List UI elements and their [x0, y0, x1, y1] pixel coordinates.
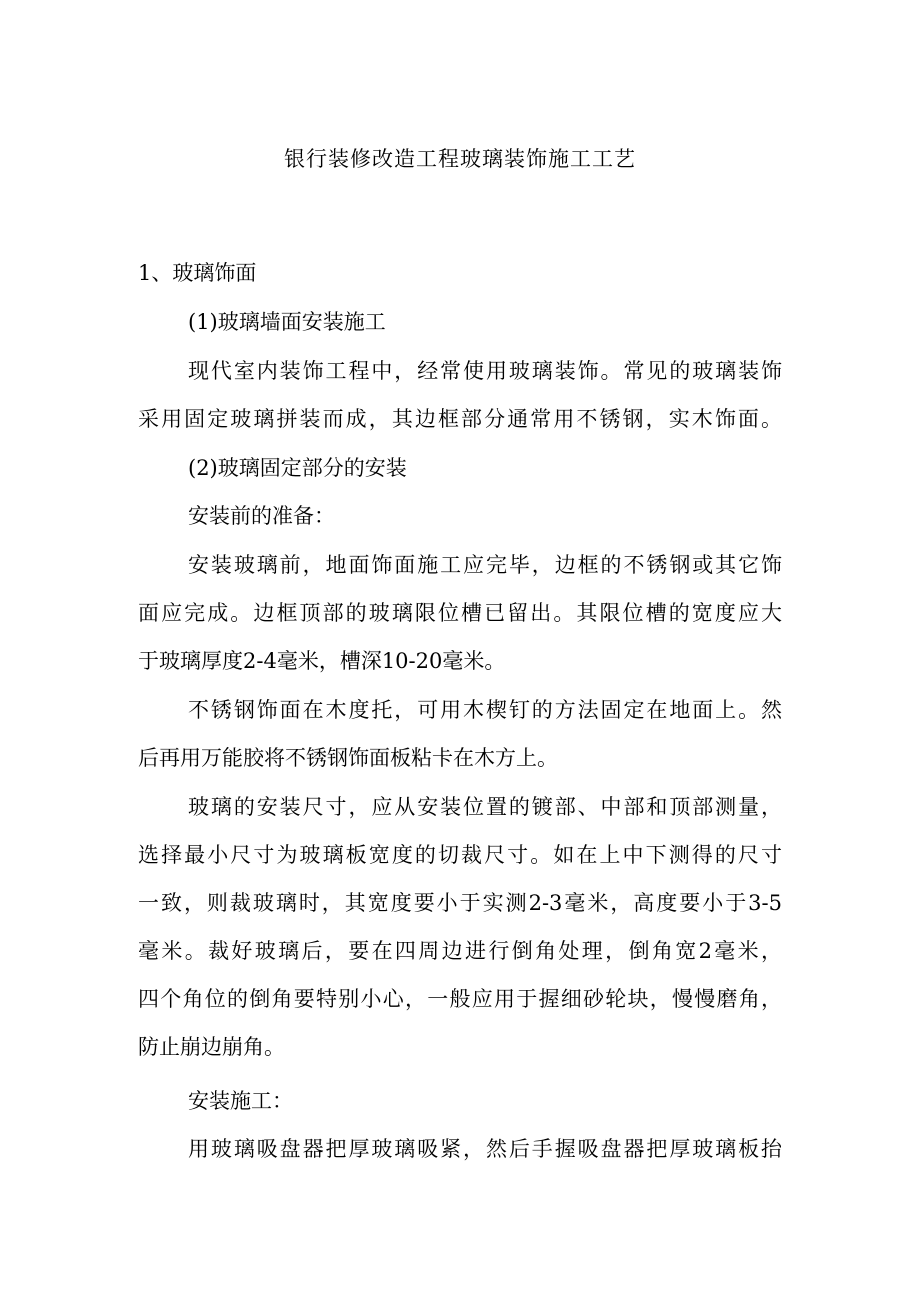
paragraph-line: 安装玻璃前，地面饰面施工应完毕，边框的不锈钢或其它饰 — [188, 553, 782, 577]
paragraph-line: 不锈钢饰面在木度托，可用木楔钉的方法固定在地面上。然 — [188, 698, 782, 722]
paragraph-line: 现代室内装饰工程中，经常使用玻璃装饰。常见的玻璃装饰 — [188, 359, 782, 383]
subsection-heading: (1)玻璃墙面安装施工 — [188, 310, 386, 334]
document-title: 银行装修改造工程玻璃装饰施工工艺 — [284, 147, 636, 171]
section-heading: 1、玻璃饰面 — [138, 261, 257, 285]
subsection-heading: (2)玻璃固定部分的安装 — [188, 456, 407, 480]
paragraph-label: 安装施工： — [188, 1089, 293, 1113]
paragraph-line: 采用固定玻璃拼装而成，其边框部分通常用不锈钢，实木饰面。 — [138, 407, 782, 431]
paragraph-line: 一致，则裁玻璃时，其宽度要小于实测2-3毫米，高度要小于3-5 — [138, 891, 782, 915]
paragraph-line: 后再用万能胶将不锈钢饰面板粘卡在木方上。 — [138, 746, 558, 770]
paragraph-line: 选择最小尺寸为玻璃板宽度的切裁尺寸。如在上中下测得的尺寸 — [138, 843, 782, 867]
paragraph-line: 于玻璃厚度2-4毫米，槽深10-20毫米。 — [138, 649, 506, 673]
paragraph-line: 四个角位的倒角要特别小心，一般应用于握细砂轮块，慢慢磨角， — [138, 987, 782, 1011]
paragraph-line: 用玻璃吸盘器把厚玻璃吸紧，然后手握吸盘器把厚玻璃板抬 — [188, 1137, 782, 1161]
paragraph-line: 毫米。裁好玻璃后，要在四周边进行倒角处理，倒角宽2毫米， — [138, 939, 782, 963]
paragraph-line: 面应完成。边框顶部的玻璃限位槽已留出。其限位槽的宽度应大 — [138, 601, 782, 625]
paragraph-line: 玻璃的安装尺寸，应从安装位置的镀部、中部和顶部测量， — [188, 795, 782, 819]
paragraph-line: 防止崩边崩角。 — [138, 1035, 285, 1059]
paragraph-label: 安装前的准备： — [188, 504, 335, 528]
